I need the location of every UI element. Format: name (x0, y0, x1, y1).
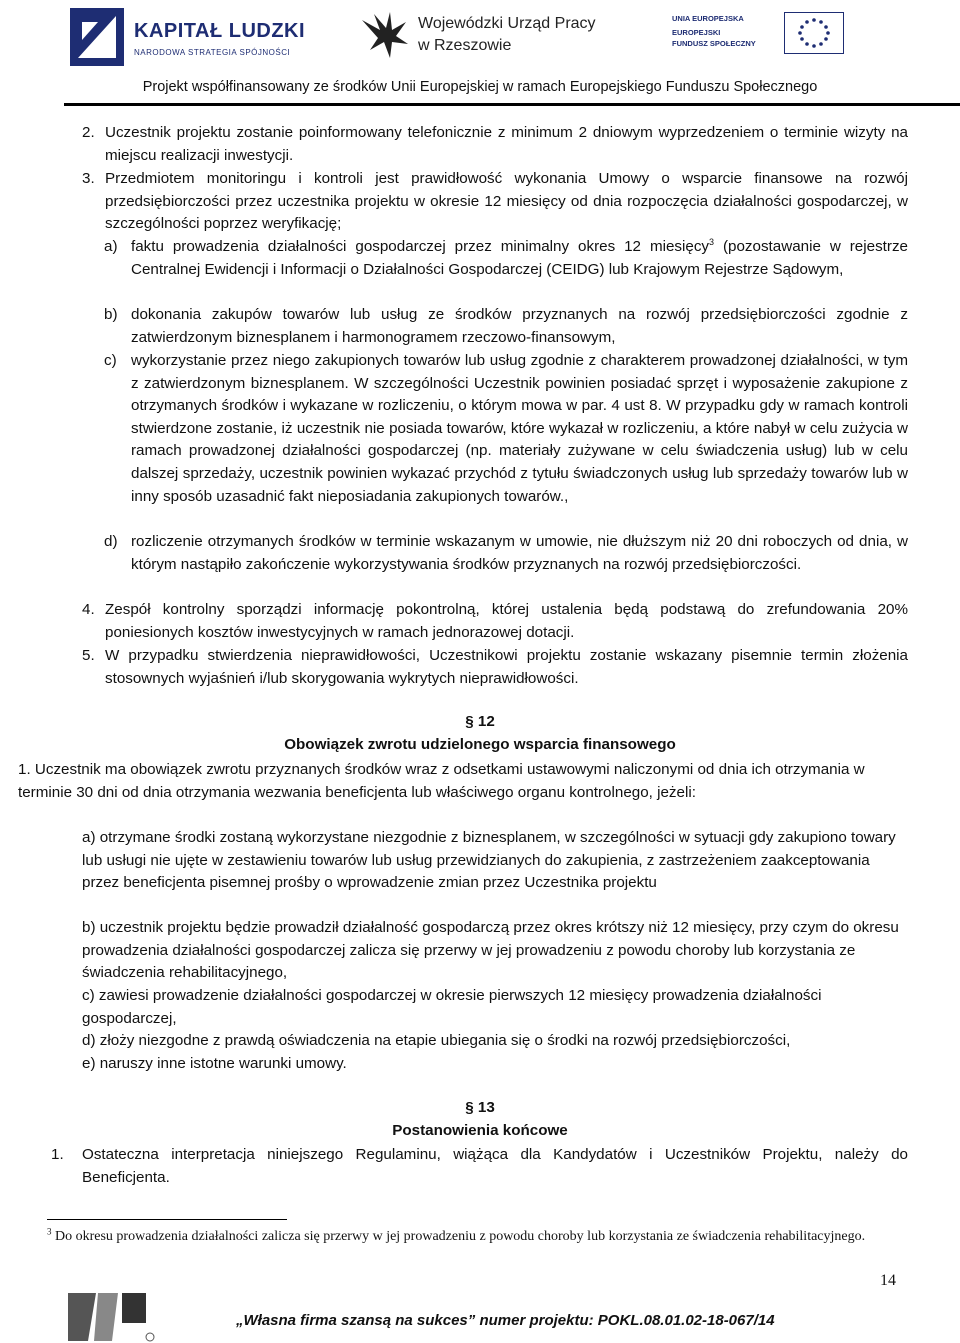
footer-project-number: „Własna firma szansą na sukces” numer projektu: POKL.08.01.02-18-067/14 (236, 1312, 775, 1329)
list-number: 5. (82, 647, 95, 664)
eu-line1: UNIA EUROPEJSKA (672, 14, 744, 23)
list-item (82, 168, 908, 236)
header-divider (64, 103, 960, 106)
list-item (82, 122, 908, 167)
kapital-ludzki-logo (70, 8, 306, 66)
list-item (82, 599, 908, 644)
eagle-icon (360, 10, 410, 60)
list-text: Przedmiotem monitoringu i kontroli jest prawidłowość wykonania Umowy o wsparcie finansowe na rozwój przedsiębiorczości przez uczestnika projektu w okresie 12 miesięcy od dnia rozpoczęcia działalności gospodarczej, w szczególności poprzez weryfikację; (105, 170, 908, 233)
sub-list-text: wykorzystanie przez niego zakupionych towarów lub usług zgodnie z charakterem prowadzonej działalności, w tym z zatwierdzonym biznesplanem. W szczególności Uczestnik powinien posiadać sprzęt i wyposażenie zakupione z otrzymanych środków i wykazane w rozliczeniu, o którym mowa w par. 4 ust 8. W przypadku gdy w ramach kontroli stwierdzone zostanie, iż uczestnik nie posiada towarów, które wykazał w rozliczeniu, a które nabył w celu zużycia w ramach prowadzonej działalności gospodarczej (np. materiały zużywane w celu świadczenia usług) lub w celu dalszej sprzedaży, uczestnik powinien wykazać przychód z tytułu świadczonych usług lub sprzedaży towarów lub w inny sposób uzasadnić fakt nieposiadania zakupionych towarów., (131, 352, 908, 505)
sub-list-item (104, 304, 908, 349)
list-number: 3. (82, 170, 95, 187)
footnote-divider (47, 1219, 287, 1220)
list-number: 2. (82, 124, 95, 141)
sub-list-text-cont: (pozostawanie w rejestrze Centralnej Ewidencji i Informacji o Działalności Gospodarczej (CEIDG) lub Krajowym Rejestrze Sądowym, (131, 238, 908, 278)
eu-line3: FUNDUSZ SPOŁECZNY (672, 39, 756, 48)
sub-list-text: faktu prowadzenia działalności gospodarczej przez minimalny okres 12 miesięcy (131, 238, 710, 255)
section-12-title: Obowiązek zwrotu udzielonego wsparcia finansowego (284, 736, 676, 753)
section-12-point-c: c) zawiesi prowadzenie działalności gospodarczej w okresie pierwszych 12 miesięcy prowadzenia działalności gospodarczej, (82, 987, 822, 1027)
wup-city: w Rzeszowie (418, 37, 512, 54)
kapital-ludzki-subtitle: NARODOWA STRATEGIA SPÓJNOŚCI (134, 48, 291, 57)
sub-list-letter: c) (104, 352, 117, 369)
list-item (82, 645, 908, 690)
section-13-heading: § 13 (465, 1099, 495, 1116)
sub-list-letter: b) (104, 306, 118, 323)
eu-logo (672, 12, 842, 58)
kapital-ludzki-mark-icon (70, 8, 124, 66)
header-logos (0, 0, 960, 75)
sub-list-letter: a) (104, 238, 118, 255)
page-number: 14 (880, 1272, 896, 1289)
section-12-intro: 1. Uczestnik ma obowiązek zwrotu przyznanych środków wraz z odsetkami ustawowymi naliczonymi od dnia ich otrzymania w terminie 30 dni od dnia otrzymania wezwania beneficjenta lub właściwego organu kontrolnego, jeżeli: (18, 761, 865, 801)
footer-project-logo-icon (68, 1283, 158, 1343)
sub-list-item (104, 236, 908, 281)
section-12-heading: § 12 (465, 713, 495, 730)
section-12-point-a: a) otrzymane środki zostaną wykorzystane niezgodnie z biznesplanem, w szczególności w sytuacji gdy zakupiono towary lub usługi nie ujęte w zestawieniu towarów lub usług przewidzianych do zakupienia, z zastrzeżeniem zaakceptowania przez beneficjenta pisemnej prośby o wprowadzenie zmian przez Uczestnika projektu (82, 829, 896, 892)
section-12-point-d: d) złoży niezgodne z prawdą oświadczenia na etapie ubiegania się o środki na rozwój przedsiębiorczości, (82, 1032, 791, 1049)
sub-list-text: rozliczenie otrzymanych środków w terminie wskazanym w umowie, nie dłuższym niż 20 dni roboczych od dnia, w którym nastąpiło zakończenie wykorzystywania środków przyznanych na rozwój przedsiębiorczości. (131, 533, 908, 573)
project-cofinancing-line: Projekt współfinansowany ze środków Unii Europejskiej w ramach Europejskiego Funduszu Społecznego (142, 79, 818, 95)
footnote-text: Do okresu prowadzenia działalności zalicza się przerwy w jej prowadzeniu z powodu choroby lub korzystania ze świadczenia rehabilitacyjnego. (51, 1229, 866, 1244)
list-text: Zespół kontrolny sporządzi informację pokontrolną, której ustalenia będą podstawą do zrefundowania 20% poniesionych kosztów inwestycyjnych w ramach jednorazowej dotacji. (105, 601, 908, 641)
eu-flag-icon (784, 12, 844, 54)
sub-list-item (104, 350, 908, 508)
list-text: Uczestnik projektu zostanie poinformowany telefonicznie z minimum 2 dniowym wyprzedzeniem o terminie wizyty na miejscu realizacji inwestycji. (105, 124, 908, 164)
footnote-mark: 3 (47, 1226, 52, 1237)
list-number: 1. (51, 1146, 64, 1163)
footnote (47, 1228, 907, 1246)
section-13-item (51, 1144, 908, 1189)
list-text: W przypadku stwierdzenia nieprawidłowości, Uczestnikowi projektu zostanie wskazany pisemnie termin złożenia stosownych wyjaśnień i/lub skorygowania wykrytych nieprawidłowości. (105, 647, 908, 687)
section-12-point-e: e) naruszy inne istotne warunki umowy. (82, 1055, 347, 1072)
list-number: 4. (82, 601, 95, 618)
sub-list-text: dokonania zakupów towarów lub usług ze środków przyznanych na rozwój przedsiębiorczości zgodnie z zatwierdzonym biznesplanem i harmonogramem rzeczowo-finansowym, (131, 306, 908, 346)
eu-line2: EUROPEJSKI (672, 28, 721, 37)
section-13-title: Postanowienia końcowe (392, 1122, 568, 1139)
section-13-text: Ostateczna interpretacja niniejszego Regulaminu, wiążąca dla Kandydatów i Uczestników Projektu, należy do Beneficjenta. (82, 1146, 908, 1186)
section-12-point-b: b) uczestnik projektu będzie prowadził działalność gospodarczą przez okres krótszy niż 12 miesięcy, przy czym do okresu prowadzenia działalności gospodarczej zalicza się przerwy w jej prowadzeniu z powodu choroby lub korzystania ze świadczenia rehabilitacyjnego, (82, 919, 899, 982)
kapital-ludzki-title: KAPITAŁ LUDZKI (134, 20, 306, 42)
wup-title: Wojewódzki Urząd Pracy (418, 15, 596, 32)
sub-list-letter: d) (104, 533, 118, 550)
footnote-ref[interactable]: 3 (709, 236, 715, 247)
wup-logo (360, 10, 600, 60)
sub-list-item (104, 531, 908, 576)
